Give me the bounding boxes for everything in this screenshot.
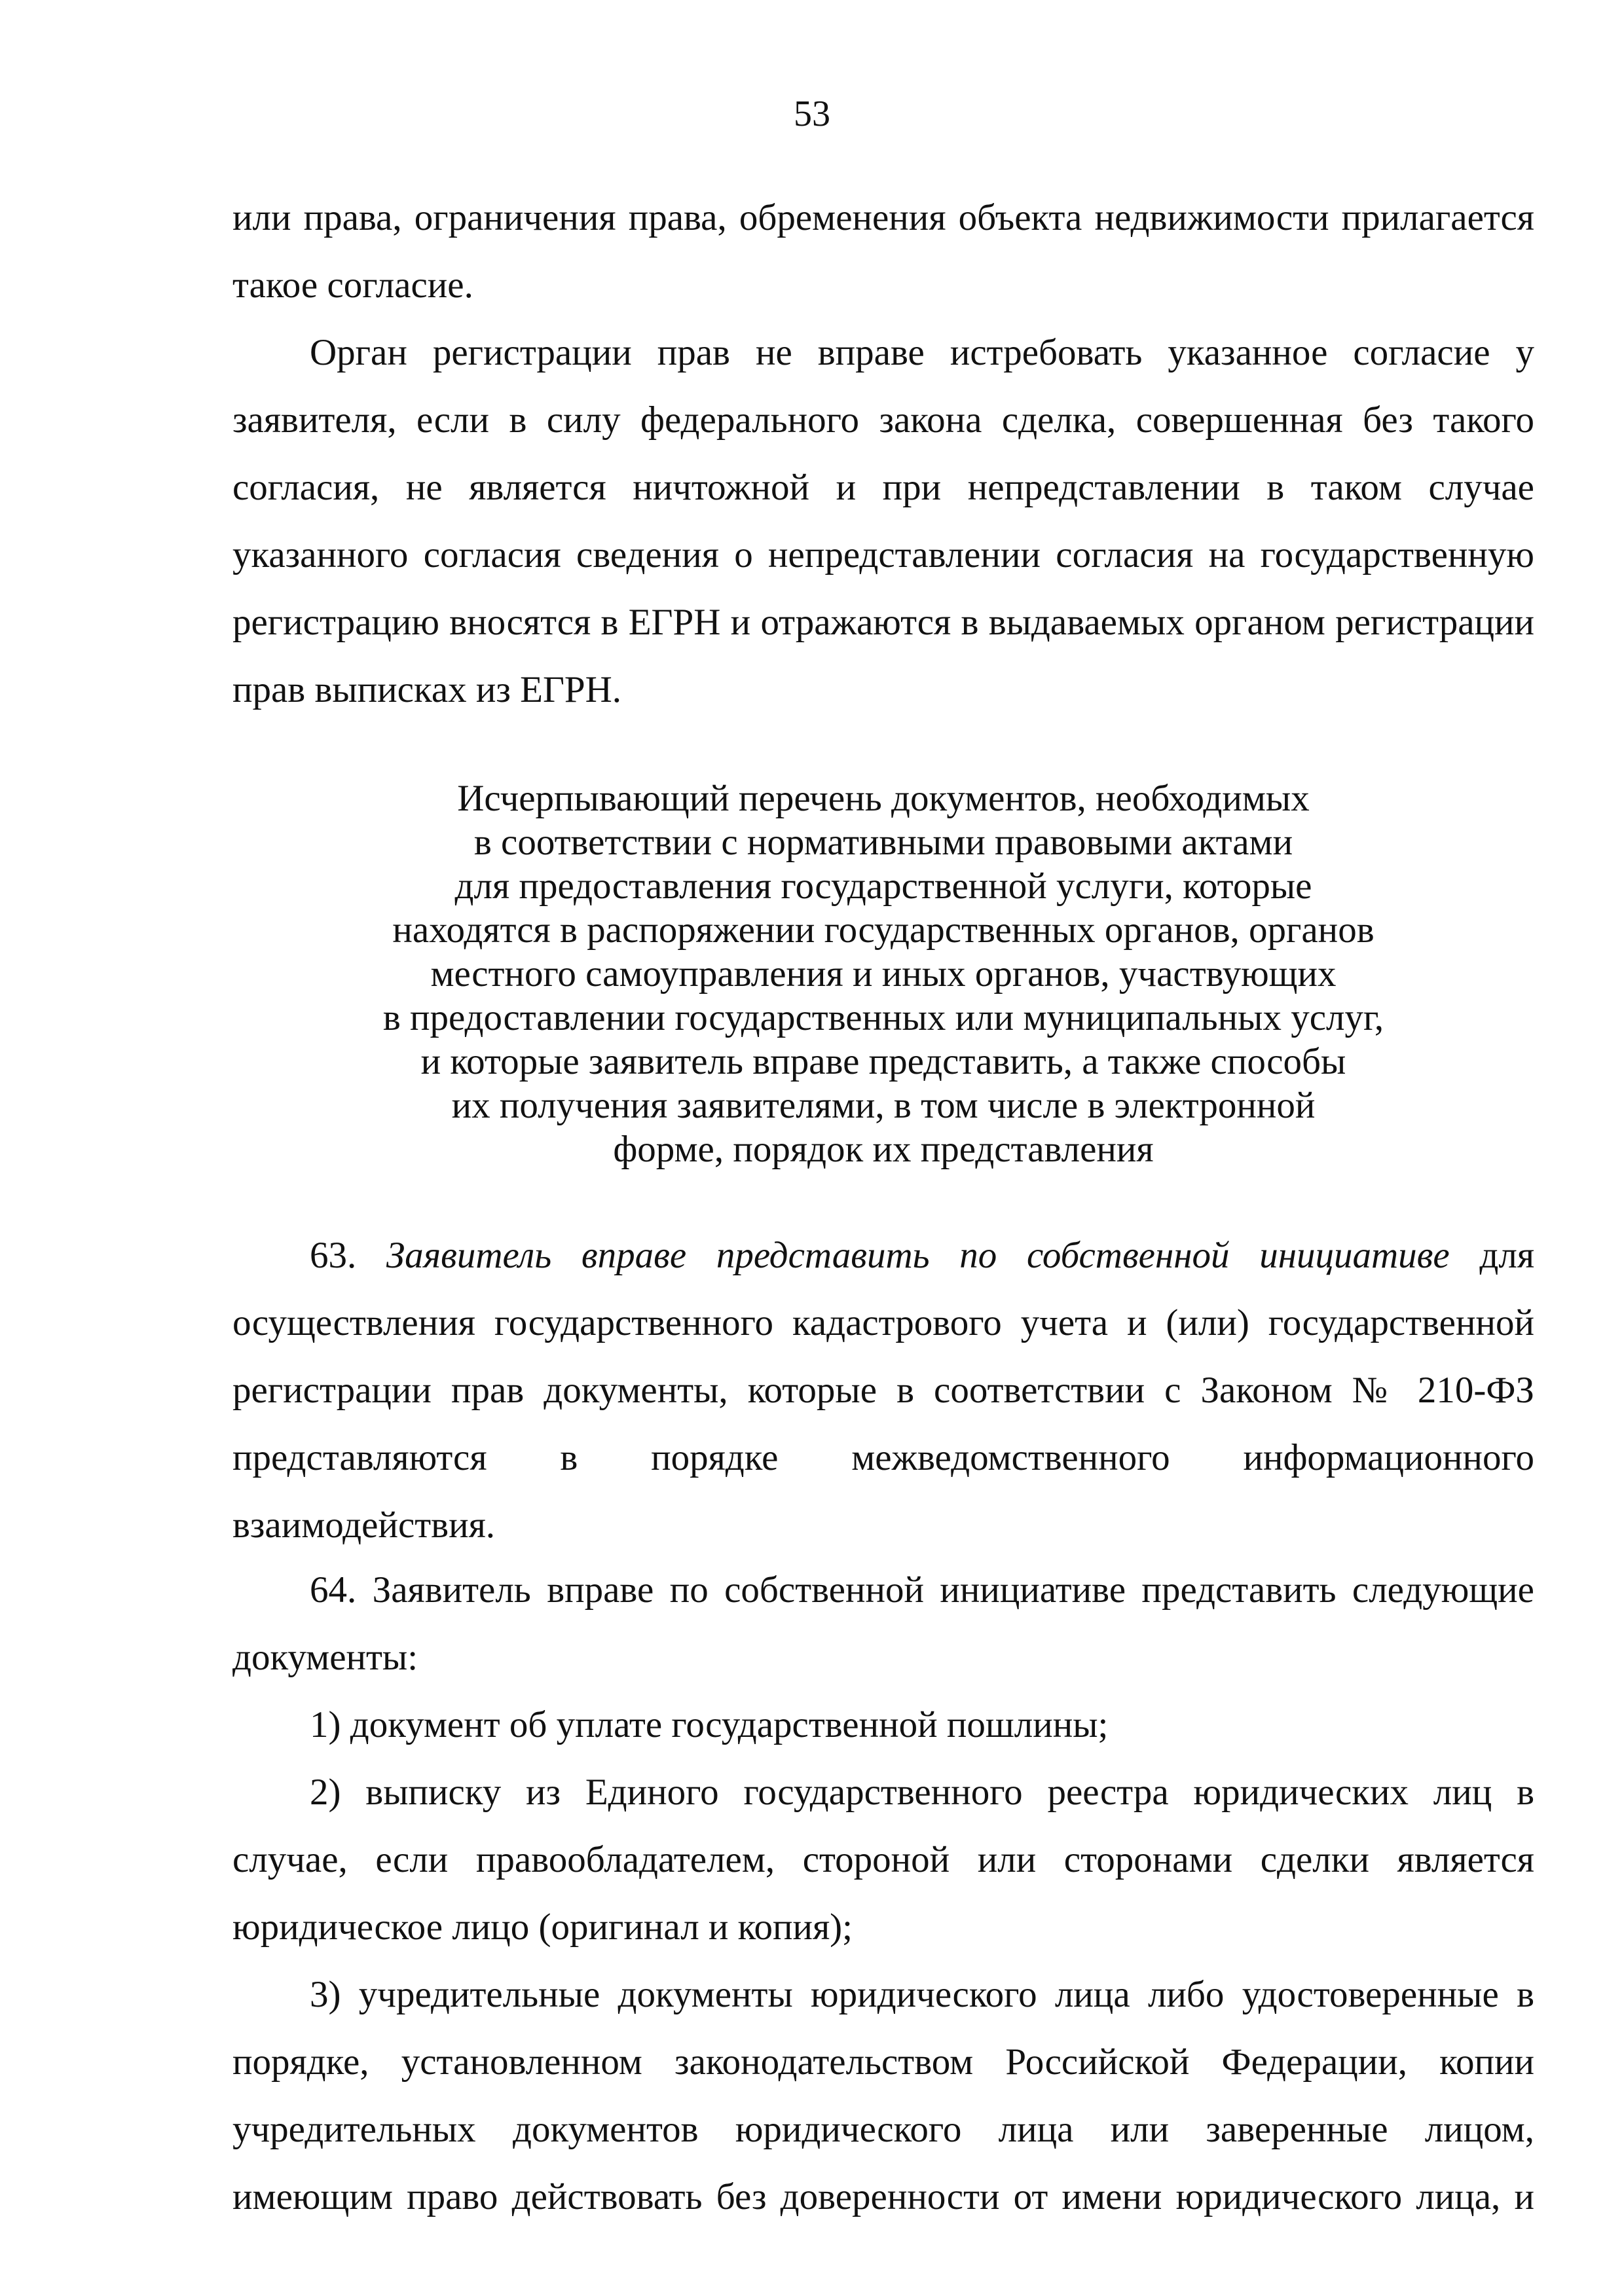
italic-word: вправе: [581, 1235, 687, 1276]
text-line: учредительных документов юридического лица или заверенные лицом,: [232, 2109, 1534, 2150]
text-line: Орган регистрации прав не вправе истребовать указанное согласие: [310, 332, 1490, 373]
text-line: или права, ограничения права, обременения объекта недвижимости прилагается: [232, 197, 1534, 238]
paragraph-continued: [232, 184, 1534, 319]
text-line: документы:: [232, 1637, 418, 1678]
italic-word: собственной: [1026, 1235, 1230, 1276]
item-63: [232, 1222, 1534, 1559]
heading-line: местного самоуправления и иных органов, участвующих: [430, 953, 1337, 994]
text-line: в случае, если правообладателем, стороной или сторонами сделки является: [232, 1772, 1535, 1880]
heading-line: находятся в распоряжении государственных органов, органов: [392, 909, 1375, 951]
italic-word: представить: [716, 1235, 930, 1276]
subitem-3: [232, 1961, 1534, 2231]
text-line: информационного взаимодействия.: [232, 1437, 1535, 1546]
heading-line: форме, порядок их представления: [613, 1129, 1154, 1170]
text-line: 2) выписку из Единого государственного реестра юридических лиц: [310, 1772, 1492, 1813]
text-line: 1) документ об уплате государственной пошлины;: [310, 1704, 1109, 1745]
text-line: согласия, не является ничтожной и при непредставлении в таком случае: [232, 467, 1534, 508]
text-line: регистрации прав выписках из ЕГРН.: [232, 602, 1535, 710]
heading-line: для предоставления государственной услуги, которые: [454, 866, 1312, 907]
heading-line: и которые заявитель вправе представить, а также способы: [420, 1041, 1346, 1082]
item-number: 63.: [310, 1235, 357, 1276]
text-line: для осуществления государственного кадастрового учета и (или): [232, 1235, 1535, 1343]
italic-word: инициативе: [1259, 1235, 1450, 1276]
text-line: государственной регистрации прав документы, которые в соответствии: [232, 1302, 1534, 1411]
heading-line: Исчерпывающий перечень документов, необходимых: [457, 778, 1310, 819]
subitem-1: [232, 1691, 1534, 1758]
text-line: юридическое лицо (оригинал и копия);: [232, 1906, 853, 1948]
text-line: регистрацию вносятся в ЕГРН и отражаются в выдаваемых органом: [232, 602, 1325, 643]
page-number: 53: [794, 94, 830, 134]
section-heading: [232, 776, 1534, 1171]
paragraph-registration-authority: [232, 319, 1534, 723]
italic-word: по: [959, 1235, 997, 1276]
heading-line: в предоставлении государственных или муниципальных услуг,: [382, 997, 1384, 1038]
text-line: 64. Заявитель вправе по собственной инициативе представить следующие: [310, 1569, 1534, 1611]
text-line: имеющим право действовать без доверенности от имени юридического лица, и: [232, 2176, 1534, 2217]
text-line: у заявителя, если в силу федерального закона сделка, совершенная без такого: [232, 332, 1534, 441]
text-line: в порядке, установленном законодательством Российской Федерации, копии: [232, 1974, 1534, 2083]
text-line: с Законом № 210-ФЗ представляются в порядке межведомственного: [232, 1370, 1534, 1478]
text-line: указанного согласия сведения о непредставлении согласия на государственную: [232, 534, 1534, 575]
text-line: 3) учредительные документы юридического лица либо удостоверенные: [310, 1974, 1499, 2015]
heading-line: их получения заявителями, в том числе в электронной: [451, 1085, 1316, 1126]
item-64: [232, 1556, 1534, 1691]
heading-line: в соответствии с нормативными правовыми актами: [473, 822, 1293, 863]
text-line: такое согласие.: [232, 264, 473, 306]
italic-word: Заявитель: [386, 1235, 552, 1276]
subitem-2: [232, 1758, 1534, 1961]
